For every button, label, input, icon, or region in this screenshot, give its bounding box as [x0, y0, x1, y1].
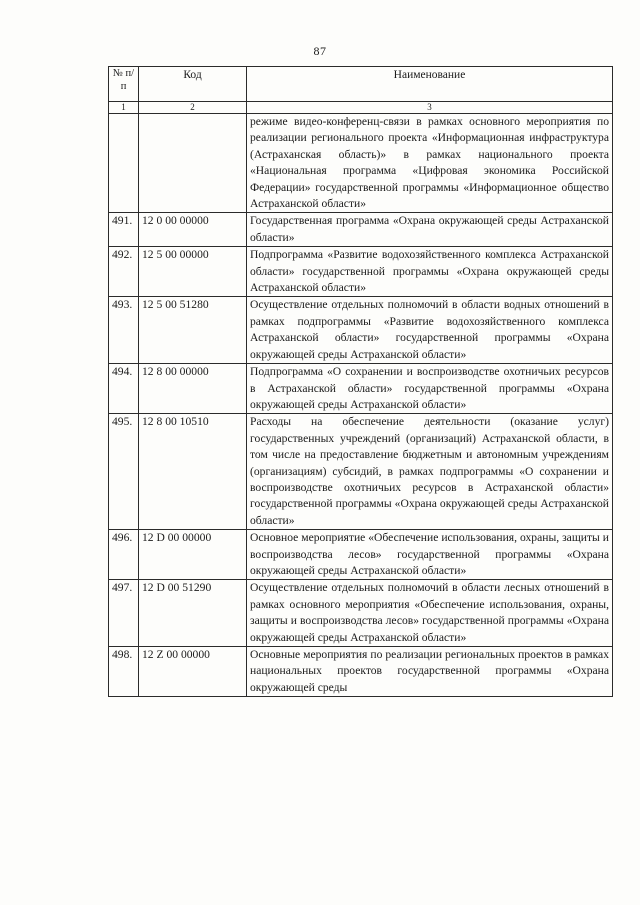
- row-number: 494.: [109, 364, 139, 414]
- row-name: Осуществление отдельных полномочий в области лесных отношений в рамках основного мероприятия «Обеспечение использования, охраны, защиты и воспроизводства лесов» государственной программы «Охрана окружающей среды Астраханской области»: [247, 580, 613, 647]
- row-number: 495.: [109, 414, 139, 530]
- column-numbers-row: [109, 102, 613, 114]
- table-row: [109, 364, 613, 414]
- row-code: 12 5 00 00000: [139, 247, 247, 297]
- table-header-row: [109, 67, 613, 102]
- row-code: 12 8 00 10510: [139, 414, 247, 530]
- row-number: 492.: [109, 247, 139, 297]
- page-number: 87: [313, 44, 327, 58]
- row-number: [109, 114, 139, 213]
- classification-table: [108, 66, 613, 697]
- row-number: 497.: [109, 580, 139, 647]
- column-number: 2: [139, 102, 247, 114]
- row-name: Государственная программа «Охрана окружающей среды Астраханской области»: [247, 213, 613, 247]
- table-row: [109, 414, 613, 530]
- header-name: Наименование: [247, 67, 613, 102]
- row-name: Основное мероприятие «Обеспечение использования, охраны, защиты и воспроизводства лесов» государственной программы «Охрана окружающей среды Астраханской области»: [247, 530, 613, 580]
- row-code: [139, 114, 247, 213]
- table-row: [109, 580, 613, 647]
- table-row: [109, 647, 613, 697]
- header-code: Код: [139, 67, 247, 102]
- row-code: 12 8 00 00000: [139, 364, 247, 414]
- table-row: [109, 530, 613, 580]
- row-code: 12 Z 00 00000: [139, 647, 247, 697]
- table-row: [109, 114, 613, 213]
- row-name: Расходы на обеспечение деятельности (оказание услуг) государственных учреждений (организаций) Астраханской области, в том числе на предоставление бюджетным и автономным учреждениям (организациям) субсидий, в рамках подпрограммы «О сохранении и воспроизводстве охотничьих ресурсов в Астраханской области» государственной программы «Охрана окружающей среды Астраханской области»: [247, 414, 613, 530]
- row-name: Осуществление отдельных полномочий в области водных отношений в рамках подпрограммы «Развитие водохозяйственного комплекса Астраханской области» государственной программы «Охрана окружающей среды Астраханской области»: [247, 297, 613, 364]
- row-name: Основные мероприятия по реализации региональных проектов в рамках национальных проектов государственной программы «Охрана окружающей среды: [247, 647, 613, 697]
- row-code: 12 5 00 51280: [139, 297, 247, 364]
- column-number: 3: [247, 102, 613, 114]
- row-number: 491.: [109, 213, 139, 247]
- column-number: 1: [109, 102, 139, 114]
- row-code: 12 0 00 00000: [139, 213, 247, 247]
- row-code: 12 D 00 51290: [139, 580, 247, 647]
- row-code: 12 D 00 00000: [139, 530, 247, 580]
- row-name: режиме видео-конференц-связи в рамках основного мероприятия по реализации регионального проекта «Информационная инфраструктура (Астраханская область)» в рамках национального проекта «Национальная программа «Цифровая экономика Российской Федерации» государственной программы «Информационное общество Астраханской области»: [247, 114, 613, 213]
- row-number: 493.: [109, 297, 139, 364]
- row-number: 496.: [109, 530, 139, 580]
- row-name: Подпрограмма «О сохранении и воспроизводстве охотничьих ресурсов в Астраханской области» государственной программы «Охрана окружающей среды Астраханской области»: [247, 364, 613, 414]
- row-name: Подпрограмма «Развитие водохозяйственного комплекса Астраханской области» государственной программы «Охрана окружающей среды Астраханской области»: [247, 247, 613, 297]
- row-number: 498.: [109, 647, 139, 697]
- table-row: [109, 297, 613, 364]
- table-row: [109, 247, 613, 297]
- header-number: № п/п: [109, 67, 139, 102]
- table-row: [109, 213, 613, 247]
